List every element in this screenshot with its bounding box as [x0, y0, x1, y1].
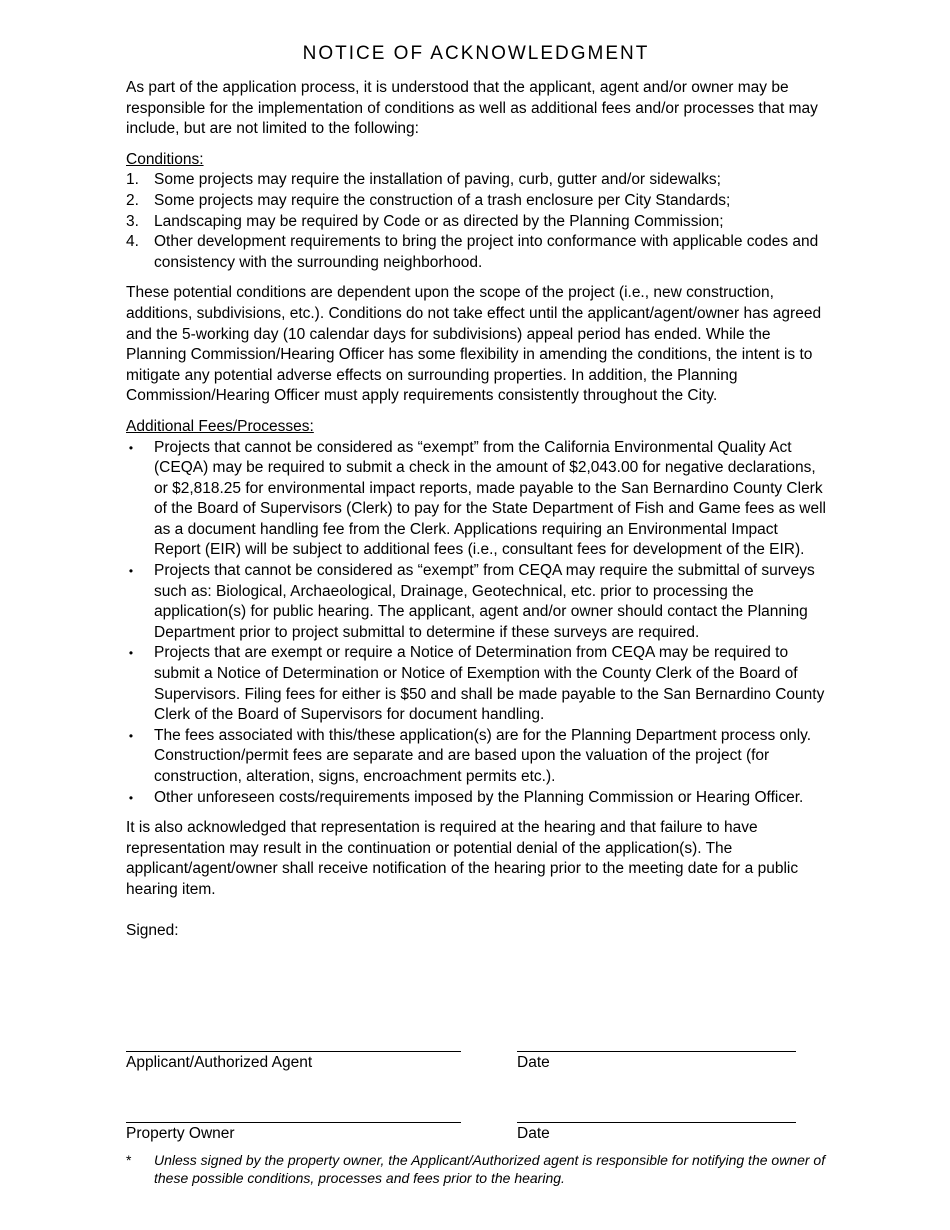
- applicant-date-label: Date: [517, 1054, 550, 1071]
- list-number: 3.: [126, 212, 139, 230]
- owner-signature-line[interactable]: [126, 1122, 461, 1123]
- bullet-icon: •: [128, 728, 134, 743]
- list-item-text: Landscaping may be required by Code or as directed by the Planning Commission;: [154, 212, 724, 230]
- conditions-list: [126, 170, 826, 273]
- fees-list: [126, 438, 826, 809]
- applicant-signature-line[interactable]: [126, 1051, 461, 1052]
- intro-paragraph: As part of the application process, it is understood that the applicant, agent and/or owner may be responsible for the implementation of conditions as well as additional fees and/or processes that may include, but are not limited to the following:: [126, 79, 818, 138]
- owner-signature-label: Property Owner: [126, 1125, 235, 1142]
- list-item-text: The fees associated with this/these application(s) are for the Planning Department process only. Construction/permit fees are separate and are based upon the valuation of the project (for construction, alteration, signs, encroachment permits etc.).: [154, 726, 812, 785]
- owner-date-line[interactable]: [517, 1122, 796, 1123]
- page-title: NOTICE OF ACKNOWLEDGMENT: [302, 43, 650, 64]
- document-page: [126, 42, 826, 941]
- list-item: [126, 788, 826, 809]
- applicant-date-line[interactable]: [517, 1051, 796, 1052]
- list-item: [126, 561, 826, 643]
- footnote-marker: *: [126, 1152, 132, 1168]
- owner-date-label: Date: [517, 1125, 550, 1142]
- list-number: 1.: [126, 171, 139, 189]
- footnote: [126, 1152, 836, 1187]
- list-item: [126, 212, 826, 233]
- signed-label: Signed:: [126, 921, 179, 939]
- applicant-signature-label: Applicant/Authorized Agent: [126, 1054, 313, 1071]
- list-number: 4.: [126, 233, 139, 251]
- bullet-icon: •: [128, 790, 134, 805]
- closing-paragraph: It is also acknowledged that representation is required at the hearing and that failure to have representation may result in the continuation or potential denial of the application(s). The applicant/agent/owner shall receive notification of the hearing prior to the meeting date for a public hearing item.: [126, 819, 799, 898]
- list-item-text: Projects that are exempt or require a Notice of Determination from CEQA may be required to submit a Notice of Determination or Notice of Exemption with the County Clerk of the Board of Supervisors. Filing fees for either is $50 and shall be made payable to the San Bernardino County Clerk of the Board of Supervisors for document handling.: [154, 644, 825, 724]
- list-item: [126, 191, 826, 212]
- list-item: [126, 438, 826, 562]
- list-item-text: Projects that cannot be considered as “exempt” from the California Environmental Quality Act (CEQA) may be required to submit a check in the amount of $2,043.00 for negative declarations, or $2,818.25 for environmental impact reports, made payable to the San Bernardino County Clerk of the Board of Supervisors (Clerk) to pay for the State Department of Fish and Game fees as well as a document handling fee from the Clerk. Applications requiring an Environmental Impact Report (EIR) will be subject to additional fees (i.e., consultant fees for development of the EIR).: [154, 438, 826, 559]
- list-item-text: Other unforeseen costs/requirements imposed by the Planning Commission or Hearing Officer.: [154, 788, 804, 806]
- list-item-text: Other development requirements to bring the project into conformance with applicable codes and consistency with the surrounding neighborhood.: [154, 233, 819, 271]
- bullet-icon: •: [128, 440, 134, 455]
- list-item-text: Projects that cannot be considered as “exempt” from CEQA may require the submittal of surveys such as: Biological, Archaeological, Drainage, Geotechnical, etc. prior to processing the application(s) for public hearing. The applicant, agent and/or owner should contact the Planning Department prior to project submittal to determine if these surveys are required.: [154, 562, 815, 641]
- conditions-paragraph: These potential conditions are dependent upon the scope of the project (i.e., new construction, additions, subdivisions, etc.). Conditions do not take effect until the applicant/agent/owner has agreed and the 5-working day (10 calendar days for subdivisions) appeal period has ended. While the Planning Commission/Hearing Officer has some flexibility in amending the conditions, the intent is to mitigate any potential adverse effects on surrounding properties. In addition, the Planning Commission/Hearing Officer must apply requirements consistently throughout the City.: [126, 284, 822, 405]
- list-item-text: Some projects may require the installation of paving, curb, gutter and/or sidewalks;: [154, 171, 721, 189]
- bullet-icon: •: [128, 564, 134, 579]
- bullet-icon: •: [128, 646, 134, 661]
- footnote-text: Unless signed by the property owner, the Applicant/Authorized agent is responsible for notifying the owner of these possible conditions, processes and fees prior to the hearing.: [154, 1152, 826, 1186]
- list-number: 2.: [126, 191, 139, 209]
- fees-heading: Additional Fees/Processes:: [126, 417, 314, 435]
- list-item-text: Some projects may require the construction of a trash enclosure per City Standards;: [154, 191, 731, 209]
- conditions-heading: Conditions:: [126, 150, 204, 168]
- list-item: [126, 643, 826, 725]
- list-item: [126, 170, 826, 191]
- list-item: [126, 726, 826, 788]
- list-item: [126, 232, 826, 273]
